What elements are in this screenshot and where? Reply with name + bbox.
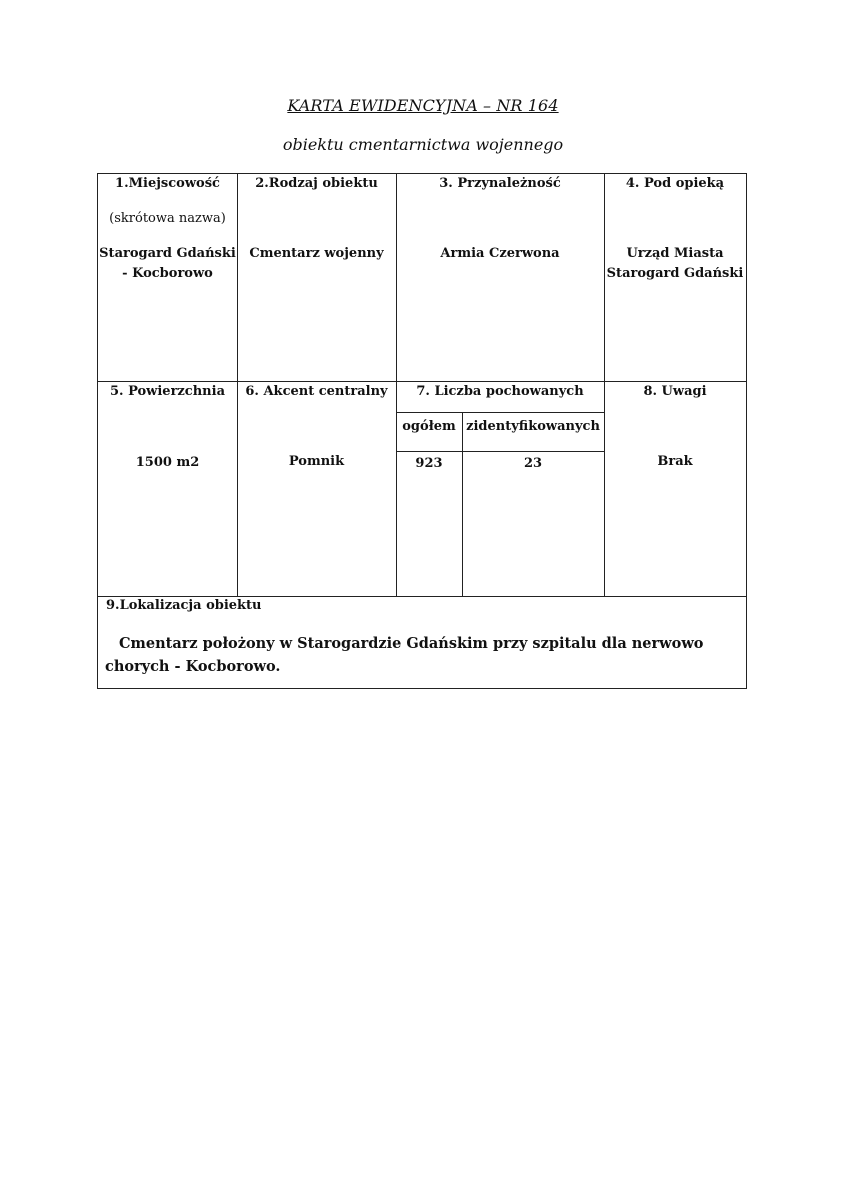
- divider: [462, 412, 463, 596]
- area-value: 1500 m2: [135, 455, 200, 470]
- divider: [396, 451, 604, 452]
- affiliation-header: 3. Przynależność: [439, 176, 561, 191]
- care-value-line2: Starogard Gdański: [606, 266, 744, 281]
- location-header: 9.Lokalizacja obiektu: [106, 598, 262, 613]
- locality-note: (skrótowa nazwa): [109, 211, 226, 226]
- area-header: 5. Powierzchnia: [109, 384, 225, 399]
- notes-header: 8. Uwagi: [643, 384, 707, 399]
- locality-value-line1: Starogard Gdański: [99, 246, 236, 261]
- accent-value: Pomnik: [288, 454, 345, 469]
- burials-identified-label: zidentyfikowanych: [466, 419, 600, 434]
- location-text: Cmentarz położony w Starogardzie Gdańskim przy szpitalu dla nerwowo chorych - Kocborowo.: [105, 635, 704, 675]
- card-title: KARTA EWIDENCYJNA – NR 164: [287, 96, 559, 115]
- care-value-line1: Urząd Miasta: [626, 246, 724, 261]
- type-value: Cmentarz wojenny: [249, 246, 384, 261]
- divider: [98, 596, 746, 597]
- affiliation-value: Armia Czerwona: [440, 246, 560, 261]
- divider: [396, 412, 604, 413]
- card-subtitle: obiektu cmentarnictwa wojennego: [282, 135, 564, 154]
- type-header: 2.Rodzaj obiektu: [255, 176, 378, 191]
- locality-value-line2: - Kocborowo: [122, 266, 213, 281]
- burials-identified-value: 23: [523, 456, 543, 471]
- burials-total-value: 923: [415, 456, 443, 471]
- notes-value: Brak: [657, 454, 693, 469]
- accent-header: 6. Akcent centralny: [245, 384, 388, 399]
- burials-header: 7. Liczba pochowanych: [416, 384, 584, 399]
- locality-header: 1.Miejscowość: [115, 176, 220, 191]
- care-header: 4. Pod opieką: [625, 176, 725, 191]
- burials-total-label: ogółem: [402, 419, 456, 434]
- registration-card-table: [97, 173, 747, 689]
